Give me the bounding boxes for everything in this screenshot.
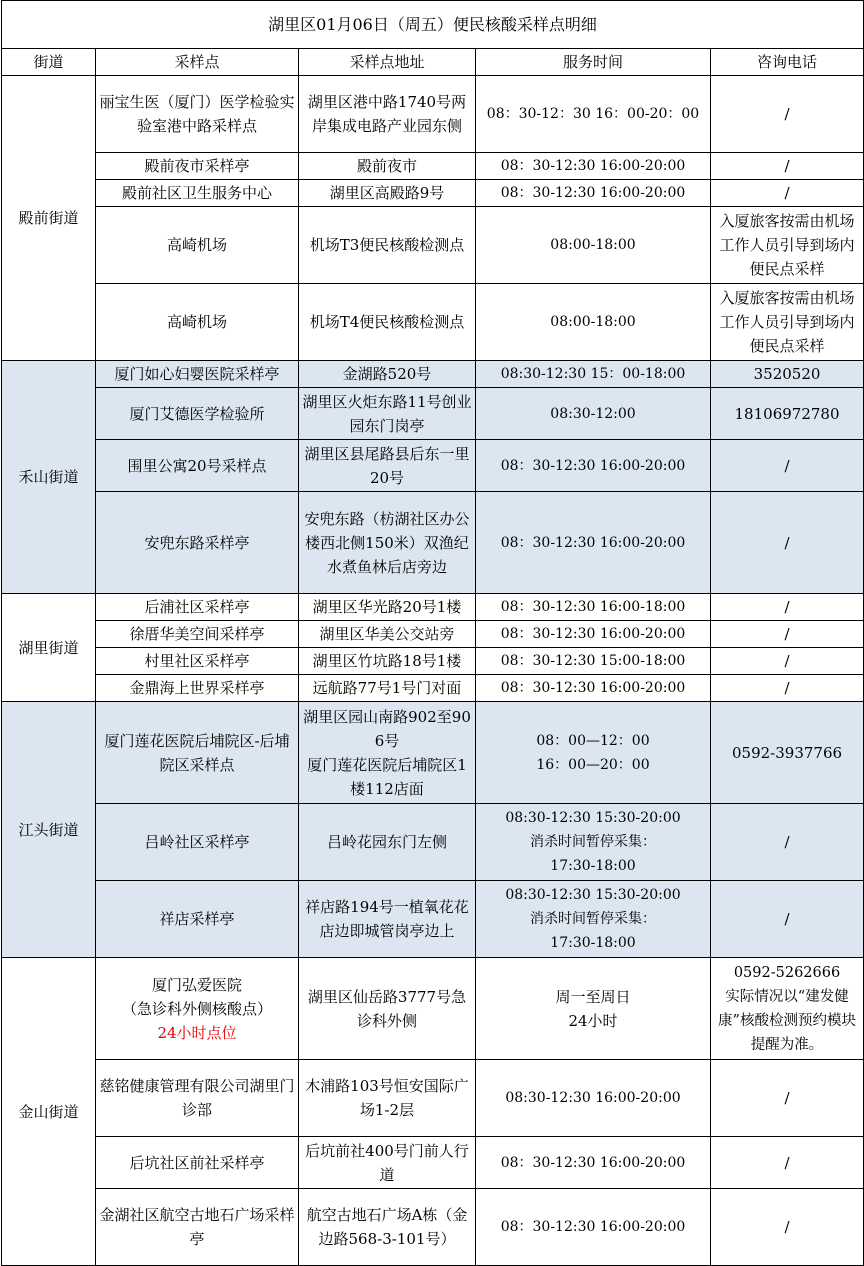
site-name: 慈铭健康管理有限公司湖里门诊部 [96,1060,299,1137]
service-hours: 08：30-12:30 16:00-20:00 [476,1137,711,1189]
address-line: 湖里区园山南路902至906号 [303,707,471,750]
street-name: 金山街道 [2,958,96,1266]
table-row [2,284,864,361]
street-name: 禾山街道 [2,361,96,594]
site-address: 吕岭花园东门左侧 [299,804,476,881]
service-hours [476,702,711,804]
site-address: 湖里区港中路1740号两岸集成电路产业园东侧 [299,76,476,153]
site-address: 安兜东路（枋湖社区办公楼西北侧150米）双渔纪水煮鱼林后店旁边 [299,492,476,594]
table-row [2,675,864,702]
table-row [2,594,864,621]
table-row [2,881,864,958]
service-hours: 08：30-12：30 16：00-20：00 [476,76,711,153]
site-address: 湖里区仙岳路3777号急诊科外侧 [299,958,476,1060]
phone: / [711,1137,864,1189]
service-hours: 08：30-12:30 16:00-20:00 [476,492,711,594]
phone: 入厦旅客按需由机场工作人员引导到场内便民点采样 [711,207,864,284]
site-address [299,702,476,804]
site-name: 金湖社区航空古地石广场采样亭 [96,1189,299,1266]
site-name: 高崎机场 [96,284,299,361]
table-row [2,702,864,804]
site-address: 湖里区火炬东路11号创业园东门岗亭 [299,388,476,440]
table-row [2,388,864,440]
phone [711,958,864,1060]
site-name: 高崎机场 [96,207,299,284]
site-address: 木浦路103号恒安国际广场1-2层 [299,1060,476,1137]
col-address: 采样点地址 [299,49,476,76]
table-row [2,1060,864,1137]
table-row [2,180,864,207]
col-hours: 服务时间 [476,49,711,76]
service-hours: 08：30-12:30 16:00-18:00 [476,594,711,621]
phone: 0592-3937766 [711,702,864,804]
phone: / [711,153,864,180]
table-title: 湖里区01月06日（周五）便民核酸采样点明细 [2,1,864,49]
site-line: （急诊科外侧核酸点） [121,999,272,1018]
phone-line: 0592-5262666 [733,964,841,981]
hours-line: 17:30-18:00 [550,935,636,951]
site-address: 殿前夜市 [299,153,476,180]
service-hours: 08：30-12:30 16:00-20:00 [476,153,711,180]
site-address: 湖里区华光路20号1楼 [299,594,476,621]
table-row [2,1137,864,1189]
col-site: 采样点 [96,49,299,76]
site-address: 机场T4便民核酸检测点 [299,284,476,361]
table-row [2,440,864,492]
service-hours [476,804,711,881]
table-row [2,1189,864,1266]
site-name: 徐厝华美空间采样亭 [96,621,299,648]
header-row [2,49,864,76]
phone: 入厦旅客按需由机场工作人员引导到场内便民点采样 [711,284,864,361]
hours-line: 消杀时间暂停采集： [530,834,656,850]
site-address: 后坑前社400号门前人行道 [299,1137,476,1189]
site-address: 航空古地石广场A栋（金边路568-3-101号） [299,1189,476,1266]
address-line: 厦门莲花医院后埔院区1楼112店面 [307,755,467,798]
street-name: 江头街道 [2,702,96,958]
24h-badge: 24小时点位 [157,1023,237,1042]
site-line: 厦门弘爱医院 [151,975,242,994]
site-name: 安兜东路采样亭 [96,492,299,594]
street-name: 湖里街道 [2,594,96,702]
phone: / [711,621,864,648]
hours-line: 消杀时间暂停采集： [530,911,656,927]
hours-line: 16：00—20：00 [536,756,650,773]
service-hours: 08：30-12:30 16:00-20:00 [476,621,711,648]
phone: / [711,440,864,492]
phone: / [711,1060,864,1137]
table-row [2,492,864,594]
phone: / [711,804,864,881]
phone: / [711,881,864,958]
phone: / [711,648,864,675]
col-phone: 咨询电话 [711,49,864,76]
service-hours: 08：30-12:30 16:00-20:00 [476,675,711,702]
site-name: 后坑社区前社采样亭 [96,1137,299,1189]
hours-line: 08：00—12：00 [536,732,650,749]
site-name: 吕岭社区采样亭 [96,804,299,881]
phone: 18106972780 [711,388,864,440]
site-name: 村里社区采样亭 [96,648,299,675]
service-hours: 08:30-12:30 16:00-20:00 [476,1060,711,1137]
site-address: 远航路77号1号门对面 [299,675,476,702]
sampling-sites-table [1,0,864,1266]
table-row [2,804,864,881]
service-hours [476,881,711,958]
site-address: 金湖路520号 [299,361,476,388]
col-street: 街道 [2,49,96,76]
phone: / [711,180,864,207]
street-name: 殿前街道 [2,76,96,361]
phone: 3520520 [711,361,864,388]
site-name [96,958,299,1060]
site-name: 围里公寓20号采样点 [96,440,299,492]
site-name: 殿前社区卫生服务中心 [96,180,299,207]
phone: / [711,675,864,702]
service-hours: 08:30-12:00 [476,388,711,440]
service-hours: 08：30-12:30 16:00-20:00 [476,1189,711,1266]
phone: / [711,76,864,153]
table-row [2,207,864,284]
hours-line: 08:30-12:30 15:30-20:00 [505,810,681,826]
service-hours: 08：30-12:30 16:00-20:00 [476,180,711,207]
table-row [2,76,864,153]
site-address: 祥店路194号一植氧花花店边即城管岗亭边上 [299,881,476,958]
site-name: 祥店采样亭 [96,881,299,958]
table-row [2,958,864,1060]
service-hours: 08：30-12:30 16:00-20:00 [476,440,711,492]
table-row [2,153,864,180]
hours-line: 08:30-12:30 15:30-20:00 [505,887,681,903]
table-row [2,648,864,675]
phone: / [711,594,864,621]
site-address: 湖里区华美公交站旁 [299,621,476,648]
phone-note: 实际情况以“建发健康”核酸检测预约模块提醒为准。 [718,988,856,1053]
site-name: 厦门艾德医学检验所 [96,388,299,440]
site-name: 厦门如心妇婴医院采样亭 [96,361,299,388]
hours-line: 周一至周日 [555,987,631,1006]
site-name: 金鼎海上世界采样亭 [96,675,299,702]
service-hours [476,958,711,1060]
table-row [2,361,864,388]
service-hours: 08:00-18:00 [476,284,711,361]
site-address: 湖里区高殿路9号 [299,180,476,207]
phone: / [711,492,864,594]
phone: / [711,1189,864,1266]
site-name: 殿前夜市采样亭 [96,153,299,180]
hours-line: 24小时 [568,1011,618,1030]
site-name: 厦门莲花医院后埔院区-后埔院区采样点 [96,702,299,804]
service-hours: 08:30-12:30 15：00-18:00 [476,361,711,388]
site-name: 丽宝生医（厦门）医学检验实验室港中路采样点 [96,76,299,153]
site-address: 机场T3便民核酸检测点 [299,207,476,284]
site-address: 湖里区县尾路县后东一里20号 [299,440,476,492]
site-name: 后浦社区采样亭 [96,594,299,621]
hours-line: 17:30-18:00 [550,858,636,874]
service-hours: 08：30-12:30 15:00-18:00 [476,648,711,675]
site-address: 湖里区竹坑路18号1楼 [299,648,476,675]
table-row [2,621,864,648]
service-hours: 08:00-18:00 [476,207,711,284]
